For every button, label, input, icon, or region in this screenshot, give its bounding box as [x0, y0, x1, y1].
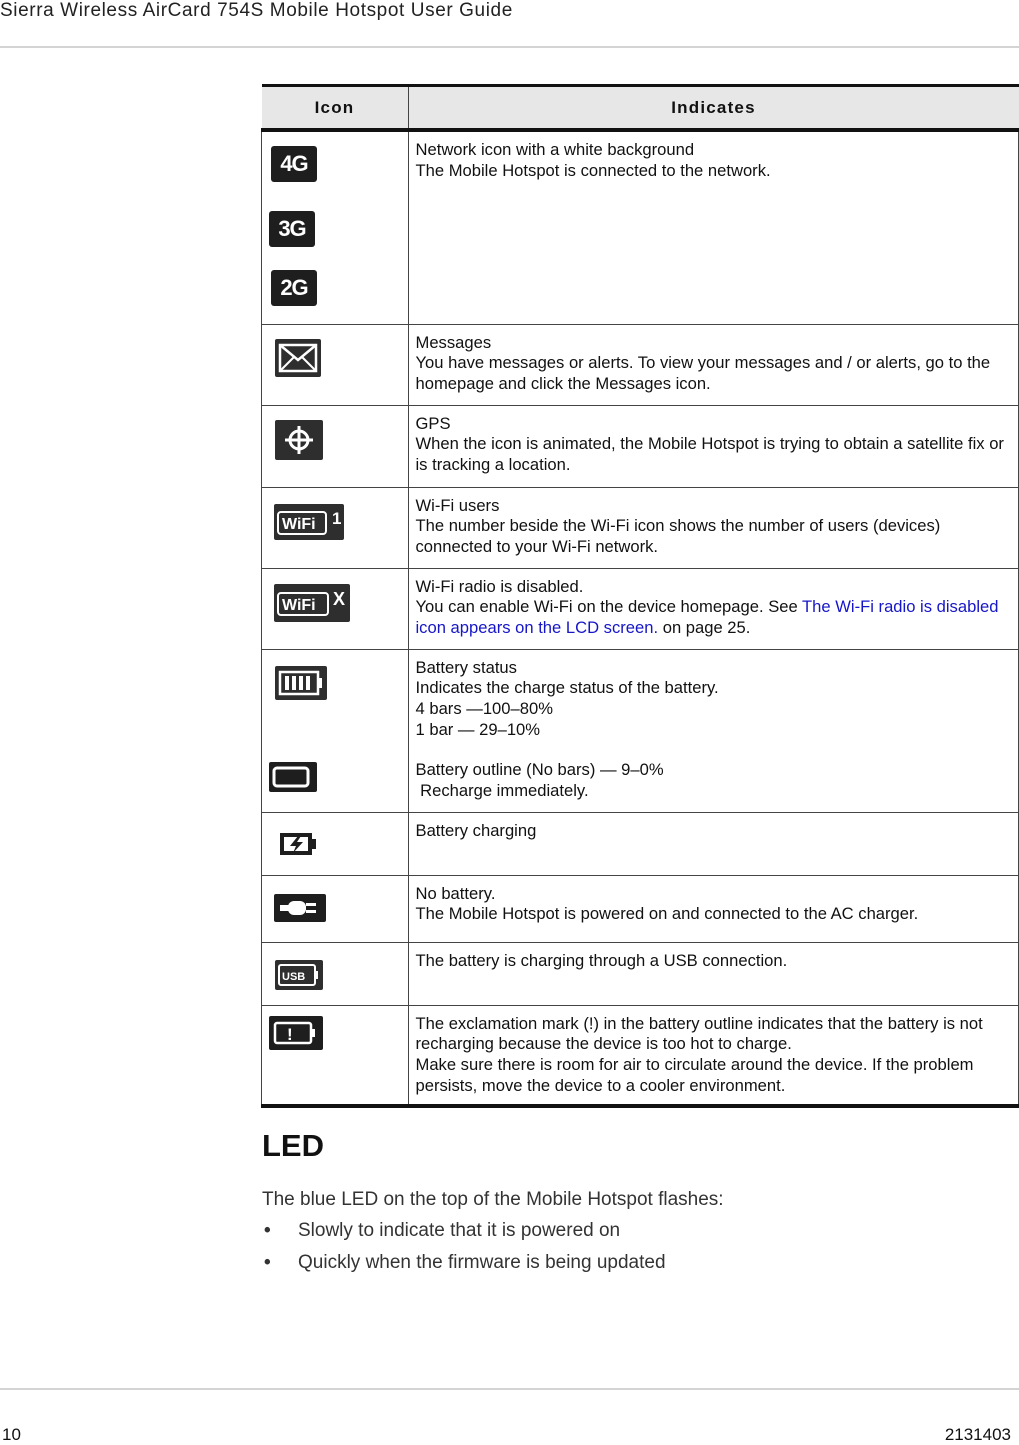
- description-cell: [408, 875, 1019, 942]
- table-row-no-battery: [262, 875, 1019, 942]
- icon-cell: [262, 942, 409, 1005]
- footer-divider: [0, 1388, 1019, 1390]
- usb-label: USB: [282, 970, 306, 983]
- row-text: Indicates the charge status of the battery.: [415, 678, 719, 698]
- page-header-title: Sierra Wireless AirCard 754S Mobile Hotspot User Guide: [0, 0, 513, 21]
- list-item-text: Quickly when the firmware is being updated: [298, 1252, 666, 1273]
- row-text: Recharge immediately.: [415, 781, 589, 801]
- row-title: Battery status: [415, 657, 517, 677]
- icon-cell: [262, 568, 409, 649]
- row-text: 4 bars —100–80%: [415, 698, 553, 718]
- icon-cell: [262, 324, 409, 405]
- header-divider: [0, 46, 1019, 48]
- led-intro-text: The blue LED on the top of the Mobile Hotspot flashes:: [262, 1189, 724, 1210]
- document-number: 2131403: [944, 1425, 1011, 1444]
- row-title: No battery.: [415, 883, 496, 903]
- wifi-users-icon: [274, 504, 344, 540]
- description-cell: [408, 405, 1019, 487]
- icon-cell: [262, 405, 409, 487]
- icon-cell: [262, 649, 409, 812]
- row-text: The Mobile Hotspot is connected to the network.: [415, 160, 771, 180]
- gps-icon: [275, 420, 323, 460]
- row-title: GPS: [415, 413, 451, 433]
- list-item: [262, 1252, 666, 1284]
- icon-cell: [262, 130, 409, 324]
- icon-table: [261, 84, 1019, 1108]
- row-text: When the icon is animated, the Mobile Hotspot is trying to obtain a satellite fix or is tracking a location.: [415, 434, 1009, 474]
- page-number: 10: [2, 1425, 21, 1444]
- row-title: The battery is charging through a USB connection.: [415, 950, 788, 970]
- wifi-disabled-icon: [274, 584, 350, 622]
- wifi-disabled-mark: X: [333, 588, 346, 609]
- column-header-indicates: Indicates: [408, 86, 1019, 131]
- row-spacer: [416, 740, 1009, 760]
- exclamation-mark: !: [287, 1024, 293, 1044]
- description-cell: [408, 1005, 1019, 1106]
- table-row-usb-charging: [262, 942, 1019, 1005]
- network-4g-icon: 4G: [271, 146, 317, 182]
- no-battery-icon: [274, 894, 326, 922]
- row-title: The exclamation mark (!) in the battery outline indicates that the battery is not recharging because the device is too hot to charge.: [415, 1013, 988, 1054]
- row-text: Battery outline (No bars) — 9–0%: [415, 760, 664, 780]
- row-title: Network icon with a white background: [415, 140, 695, 159]
- description-cell: [408, 568, 1019, 649]
- icon-cell: [262, 875, 409, 942]
- table-row-battery-overheat: [262, 1005, 1019, 1106]
- table-row-network: [262, 130, 1019, 324]
- bullet-icon: •: [264, 1252, 271, 1273]
- row-title: Battery charging: [415, 820, 537, 840]
- row-text: Make sure there is room for air to circulate around the device. If the problem persists, move the device to a cooler environment.: [415, 1054, 979, 1095]
- description-cell: [408, 812, 1019, 875]
- messages-icon: [275, 339, 321, 377]
- table-row-wifi-users: [262, 487, 1019, 568]
- wifi-icon-text: WiFi: [282, 596, 316, 614]
- table-row-wifi-disabled: [262, 568, 1019, 649]
- table-row-battery-charging: [262, 812, 1019, 875]
- row-text: [416, 597, 1009, 638]
- battery-full-icon: [275, 666, 327, 700]
- table-row-messages: [262, 324, 1019, 405]
- network-3g-icon: 3G: [269, 211, 315, 247]
- table-row-battery-status: [262, 649, 1019, 812]
- table-header-row: [262, 86, 1019, 131]
- text-after-link: on page 25.: [658, 617, 751, 637]
- icon-cell: [262, 1005, 409, 1106]
- row-text: The number beside the Wi-Fi icon shows the number of users (devices) connected to your Wi-Fi network.: [415, 516, 945, 556]
- row-title: Wi-Fi users: [415, 495, 500, 515]
- battery-empty-icon: [269, 762, 317, 792]
- battery-overheat-icon: [269, 1016, 323, 1050]
- row-title: Wi-Fi radio is disabled.: [415, 576, 584, 596]
- description-cell: [408, 942, 1019, 1005]
- row-text: 1 bar — 29–10%: [415, 719, 541, 739]
- row-text: You have messages or alerts. To view your messages and / or alerts, go to the homepage and click the Messages icon.: [415, 353, 995, 393]
- network-2g-icon: 2G: [271, 270, 317, 306]
- icon-cell: [262, 812, 409, 875]
- wifi-users-count: 1: [332, 508, 342, 528]
- led-section-heading: LED: [262, 1128, 324, 1163]
- list-item: [262, 1220, 666, 1252]
- wifi-disabled-reference-link[interactable]: The Wi-Fi radio is disabled icon appears on the LCD screen.: [415, 597, 1004, 637]
- row-title: Messages: [415, 332, 492, 352]
- description-cell: [408, 649, 1019, 812]
- wifi-icon-text: WiFi: [282, 515, 316, 533]
- description-cell: [408, 130, 1019, 324]
- icon-cell: [262, 487, 409, 568]
- table-row-gps: [262, 405, 1019, 487]
- battery-charging-icon: [278, 830, 318, 858]
- list-item-text: Slowly to indicate that it is powered on: [298, 1220, 621, 1241]
- usb-charging-icon: [275, 960, 323, 990]
- bullet-icon: •: [264, 1220, 271, 1241]
- text-before-link: You can enable Wi-Fi on the device homepage. See: [415, 597, 803, 617]
- led-bullet-list: [262, 1220, 666, 1284]
- description-cell: [408, 487, 1019, 568]
- description-cell: [408, 324, 1019, 405]
- row-text: The Mobile Hotspot is powered on and connected to the AC charger.: [415, 904, 919, 924]
- column-header-icon: Icon: [262, 86, 409, 131]
